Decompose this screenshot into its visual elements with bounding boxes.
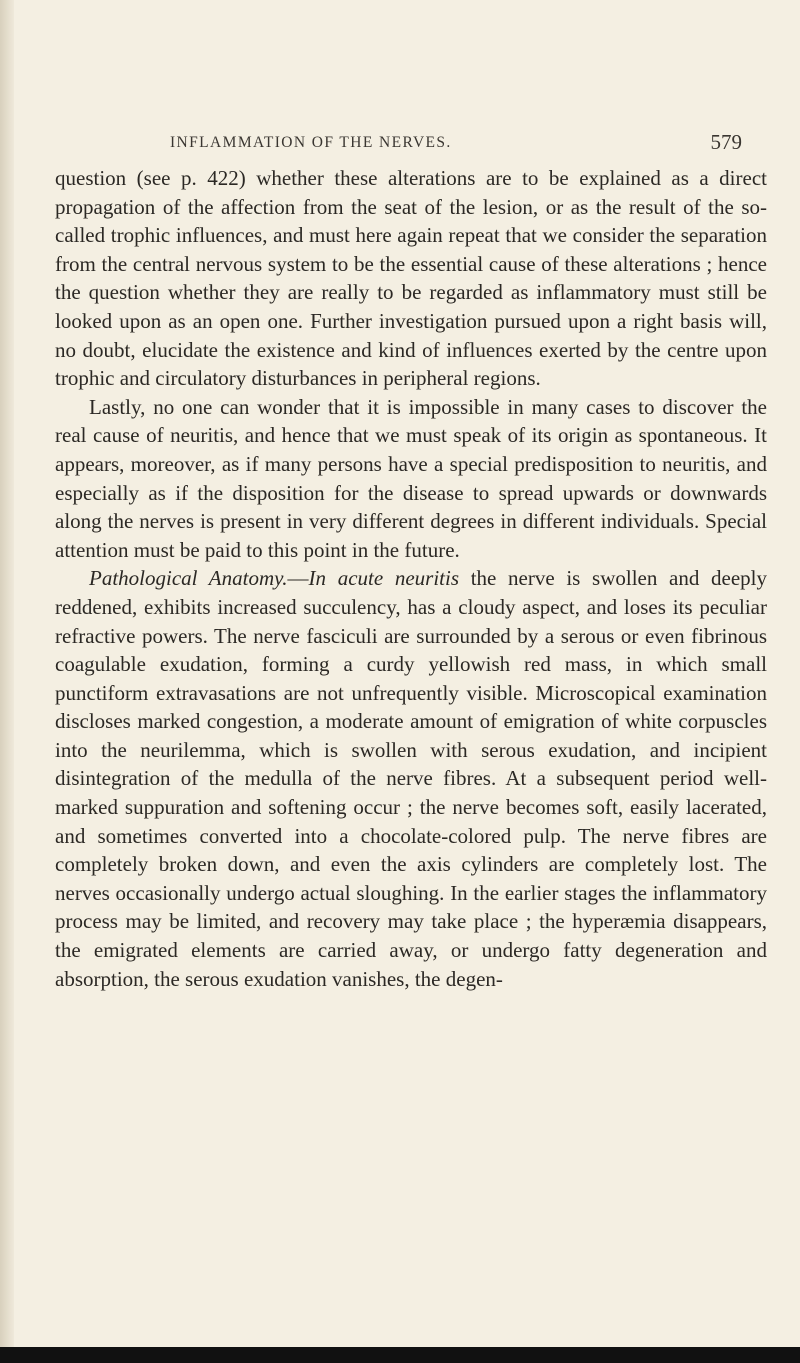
page-edge bbox=[0, 0, 14, 1363]
running-head: INFLAMMATION OF THE NERVES. bbox=[170, 134, 452, 151]
body-text bbox=[55, 164, 767, 993]
paragraph-1: question (see p. 422) whether these alterations are to be explained as a direct propagation of the affection from the seat of the lesion, or as the result of the so-called trophic influences, and must here again repeat that we consider the separation from the central nervous system to be the essential cause of these alterations ; hence the question whether they are really to be regarded as inflammatory must still be looked upon as an open one. Further investigation pursued upon a right basis will, no doubt, elucidate the existence and kind of influences exerted by the centre upon trophic and circulatory disturbances in peripheral regions. bbox=[55, 166, 767, 391]
section-heading-pathological-anatomy: Pathological Anatomy. bbox=[89, 566, 288, 591]
paragraph-3 bbox=[55, 564, 767, 993]
heading-dash: — bbox=[287, 566, 309, 591]
paragraph-2: Lastly, no one can wonder that it is impossible in many cases to discover the real cause of neuritis, and hence that we must speak of its origin as spontaneous. It appears, moreover, as if many persons have a special predisposition to neuritis, and especially as if the disposition for the disease to spread upwards or downwards along the nerves is present in very different degrees in different individuals. Special attention must be paid to this point in the future. bbox=[55, 394, 767, 562]
page-number: 579 bbox=[710, 130, 742, 154]
paragraph-3-text: the nerve is swollen and deeply reddened, exhibits increased succulency, has a cloudy aspect, and loses its peculiar refractive powers. The nerve fasciculi are surrounded by a serous or even fibrinous coagulable exudation, forming a curdy yellowish red mass, in which small punctiform extravasations are not unfrequently visible. Microscopical examination discloses marked congestion, a moderate amount of emigration of white corpuscles into the neurilemma, which is swollen with serous exudation, and incipient disintegration of the medulla of the nerve fibres. At a subsequent period well-marked suppuration and softening occur ; the nerve becomes soft, easily lacerated, and sometimes converted into a chocolate-colored pulp. The nerve fibres are completely broken down, and even the axis cylinders are completely lost. The nerves occasionally undergo actual sloughing. In the earlier stages the inflammatory process may be limited, and recovery may take place ; the hyperæmia disappears, the emigrated elements are carried away, or undergo fatty degeneration and absorption, the serous exudation vanishes, the degen- bbox=[55, 566, 768, 991]
page-header bbox=[55, 130, 760, 156]
scan-bottom-edge bbox=[0, 1347, 800, 1363]
acute-neuritis-term: In acute neuritis bbox=[308, 566, 460, 591]
